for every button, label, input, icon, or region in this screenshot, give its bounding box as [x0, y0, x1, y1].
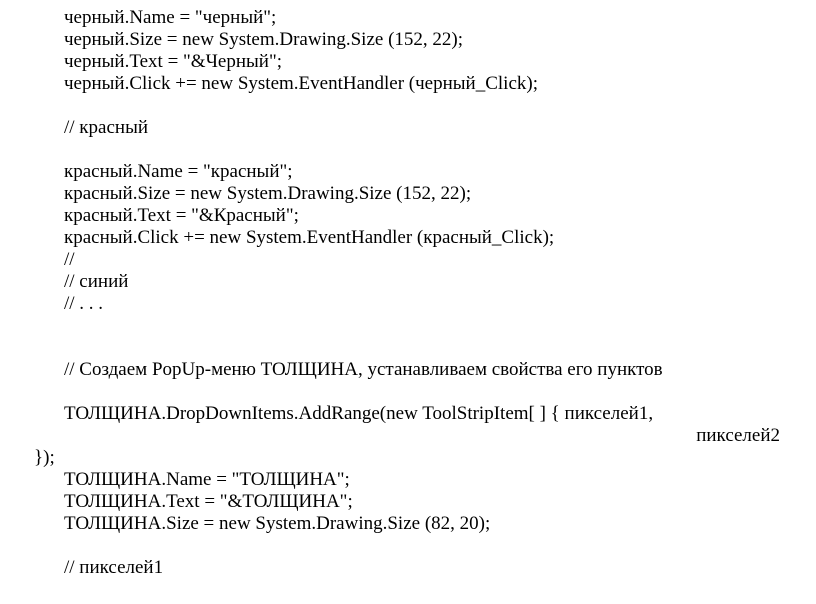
comment-line: // — [64, 249, 75, 270]
comment-line: // синий — [64, 271, 129, 292]
code-line: ТОЛЩИНА.Size = new System.Drawing.Size (82, 20); — [64, 513, 491, 534]
comment-line: // . . . — [64, 293, 104, 314]
code-line: красный.Name = "красный"; — [64, 161, 293, 182]
code-line: черный.Size = new System.Drawing.Size (152, 22); — [64, 29, 463, 50]
code-line: }); — [34, 447, 55, 468]
code-line: ТОЛЩИНА.Name = "ТОЛЩИНА"; — [64, 469, 350, 490]
code-line-continuation: пикселей2 — [696, 425, 780, 446]
code-line: ТОЛЩИНА.DropDownItems.AddRange(new ToolStripItem[ ] { пикселей1, — [64, 403, 654, 424]
code-line: красный.Text = "&Красный"; — [64, 205, 299, 226]
code-line: черный.Name = "черный"; — [64, 7, 277, 28]
code-line: черный.Text = "&Черный"; — [64, 51, 282, 72]
code-line: красный.Size = new System.Drawing.Size (152, 22); — [64, 183, 472, 204]
comment-line: // красный — [64, 117, 149, 138]
comment-line: // пикселей1 — [64, 557, 164, 578]
code-line: черный.Click += new System.EventHandler (черный_Click); — [64, 73, 538, 94]
code-line: ТОЛЩИНА.Text = "&ТОЛЩИНА"; — [64, 491, 353, 512]
code-line: красный.Click += new System.EventHandler (красный_Click); — [64, 227, 555, 248]
comment-line: // Создаем PopUp-меню ТОЛЩИНА, устанавливаем свойства его пунктов — [64, 359, 663, 380]
